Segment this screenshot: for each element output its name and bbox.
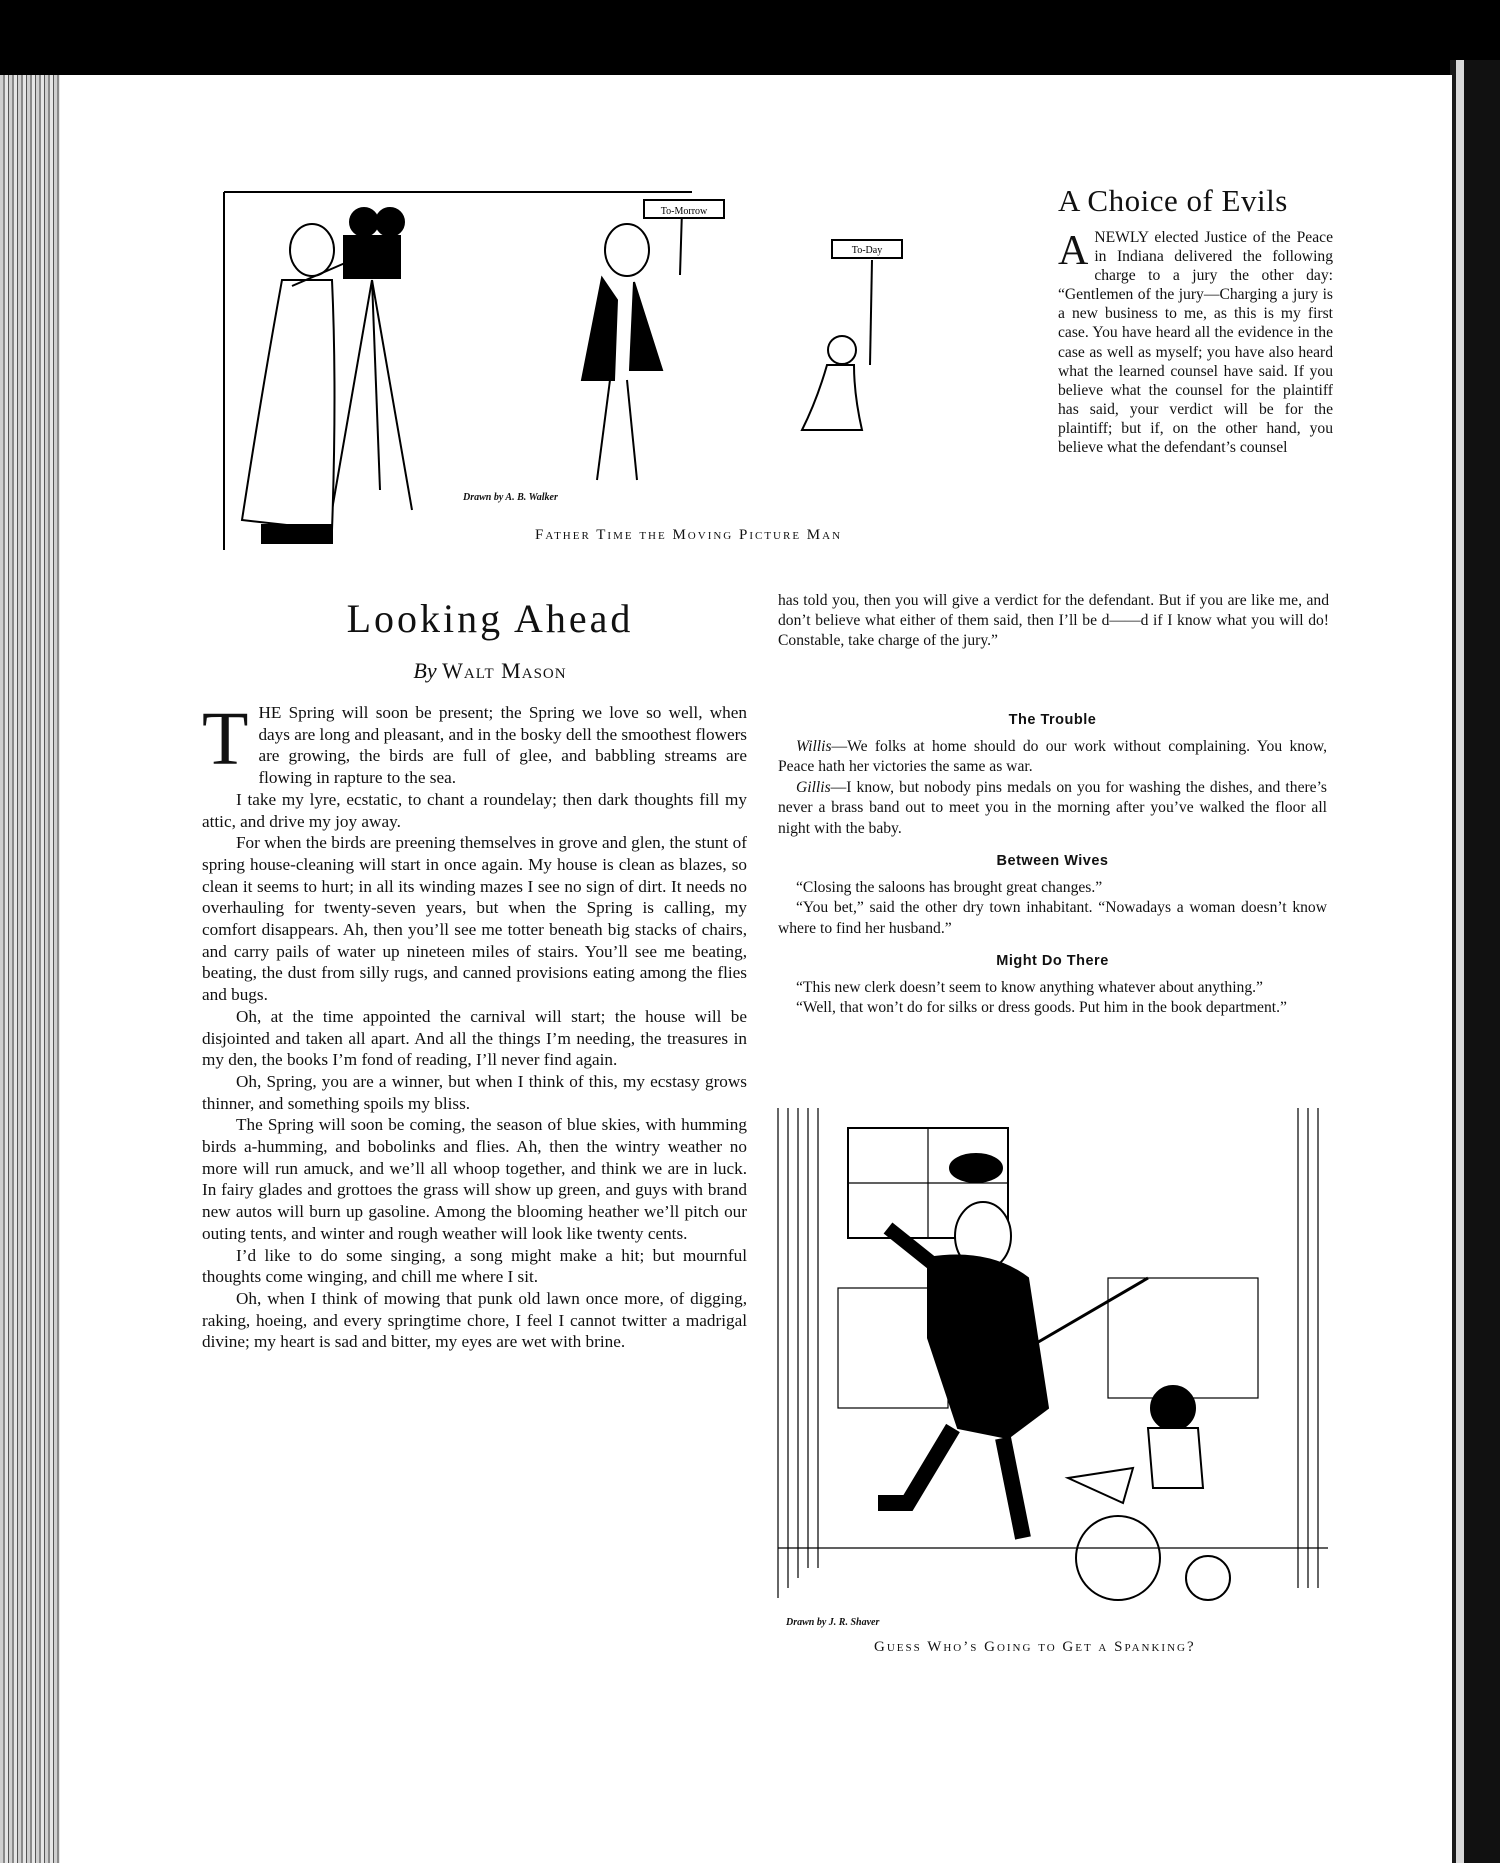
paragraph: For when the birds are preening themselves in grove and glen, the stunt of spring house-cleaning will start in once again. My house is clean as blazes, so clean it seems to hurt; in all its winding mazes I see no sign of dirt. It needs no overhauling for twenty-seven years, but when the Spring is calling, my comfort disappears. Ah, then you’ll see me totter beneath big stacks of chairs, and carry pails of water up nineteen miles of stairs. You’ll see me beating, beating, the dust from silly rugs, and canned provisions eating among the flies and bugs.: [202, 833, 747, 1005]
choice-of-evils-continuation: has told you, then you will give a verdict for the defendant. But if you are like me, and don’t believe what either of them said, then I’ll be d——d if I know what you will do! Constable, take charge of the jury.”: [778, 592, 1329, 649]
top-illustration-credit: Drawn by A. B. Walker: [463, 492, 558, 503]
drop-cap-a: A: [1058, 228, 1089, 274]
byline-by: By: [413, 658, 437, 683]
bottom-illustration-caption: Guess Who’s Going to Get a Spanking?: [874, 1639, 1196, 1655]
scan-binding-edge-right: [1450, 60, 1500, 1863]
choice-of-evils-body: [1058, 228, 1333, 457]
background-hatching: [778, 1108, 1328, 1598]
paragraph: “Well, that won’t do for silks or dress goods. Put him in the book department.”: [796, 999, 1287, 1016]
old-man-figure: [582, 200, 724, 480]
paragraph: Gillis—I know, but nobody pins medals on you for washing the dishes, and there’s never a brass band out to meet you in the morning after you’ve walked the floor all night with the baby.: [778, 778, 1327, 837]
paragraph: Oh, when I think of mowing that punk old lawn once more, of digging, raking, hoeing, and every springtime chore, I feel I cannot twitter a madrigal divine; my heart is sad and bitter, my eyes are wet with brine.: [202, 1288, 747, 1352]
looking-ahead-body: [202, 697, 747, 1353]
looking-ahead-title: Looking Ahead: [346, 596, 634, 641]
byline: [280, 658, 700, 684]
the-trouble-title: The Trouble: [1008, 712, 1097, 728]
spanking-illustration: [778, 1108, 1328, 1610]
between-wives-title: Between Wives: [996, 853, 1109, 869]
sign-today: To-Day: [851, 245, 883, 256]
paragraph: Willis—We folks at home should do our work without complaining. You know, Peace hath her victories the same as war.: [778, 737, 1327, 775]
paragraph: “Closing the saloons has brought great changes.”: [796, 878, 1103, 896]
byline-author: Walt Mason: [442, 658, 567, 683]
between-wives-section: [778, 851, 1327, 939]
short-items-column: [778, 700, 1327, 1031]
might-do-there-title: Might Do There: [996, 953, 1109, 969]
boy-on-tricycle: [1068, 1386, 1230, 1600]
paragraph: The Spring will soon be coming, the season of blue skies, with humming birds a-humming, and bobolinks and flies. Ah, then the wintry weather no more will run amuck, and we’ll all whoop together, and think we are in luck. In fairy glades and grottoes the grass will show up green, and guys with brand new autos will burn up gasoline. Among the blooming heather we’ll pitch our outing tents, and winter and rough weather will look like twenty cents.: [202, 1115, 747, 1243]
paragraph: “You bet,” said the other dry town inhabitant. “Nowadays a woman doesn’t know where to find her husband.”: [778, 899, 1327, 937]
choice-of-evils-title: A Choice of Evils: [1058, 183, 1288, 218]
might-do-there-section: [778, 951, 1327, 1019]
choice-of-evils-lead: NEWLY elected Justice of the Peace in Indiana delivered the following charge to a jury the other day: “Gentlemen of the jury—Charging a jury is a new business to me, as this is my first case. You have heard all the evidence in the case as well as myself; you have also heard what the learned counsel have said. If you believe what the counsel for the plaintiff has said, your verdict will be for the plaintiff; but if, on the other hand, you believe what the defendant’s counsel: [1058, 229, 1333, 457]
paragraph: THE Spring will soon be present; the Spring we love so well, when days are long and pleasant, and in the bosky dell the smoothest flowers are growing, the birds are full of glee, and babbling streams are flowing in rapture to the sea.: [202, 697, 747, 788]
paragraph: I’d like to do some singing, a song might make a hit; but mournful thoughts come winging, and chill me where I sit.: [202, 1245, 747, 1287]
bottom-illustration-credit: Drawn by J. R. Shaver: [786, 1617, 880, 1628]
site-watermark: comicbooks.com: [1228, 1810, 1449, 1840]
paragraph: Oh, Spring, you are a winner, but when I think of this, my ecstasy grows thinner, and something spoils my bliss.: [202, 1071, 747, 1113]
scan-binding-edge-left: [0, 75, 62, 1863]
paragraph: “This new clerk doesn’t seem to know anything whatever about anything.”: [796, 978, 1263, 996]
the-trouble-section: [778, 710, 1327, 839]
camera-tripod-drawing: [332, 208, 412, 510]
paragraph: I take my lyre, ecstatic, to chant a roundelay; then dark thoughts fill my attic, and drive my joy away.: [202, 789, 747, 831]
father-time-illustration: [222, 190, 883, 570]
top-illustration-caption: Father Time the Moving Picture Man: [535, 527, 843, 543]
paragraph: Oh, at the time appointed the carnival will start; the house will be disjointed and taken all apart. And all the things I’m needing, the treasures in my den, the books I’m fond of reading, I’ll never find again.: [202, 1006, 747, 1070]
sign-tomorrow: To-Morrow: [660, 206, 708, 217]
drop-cap-t: T: [202, 697, 249, 781]
